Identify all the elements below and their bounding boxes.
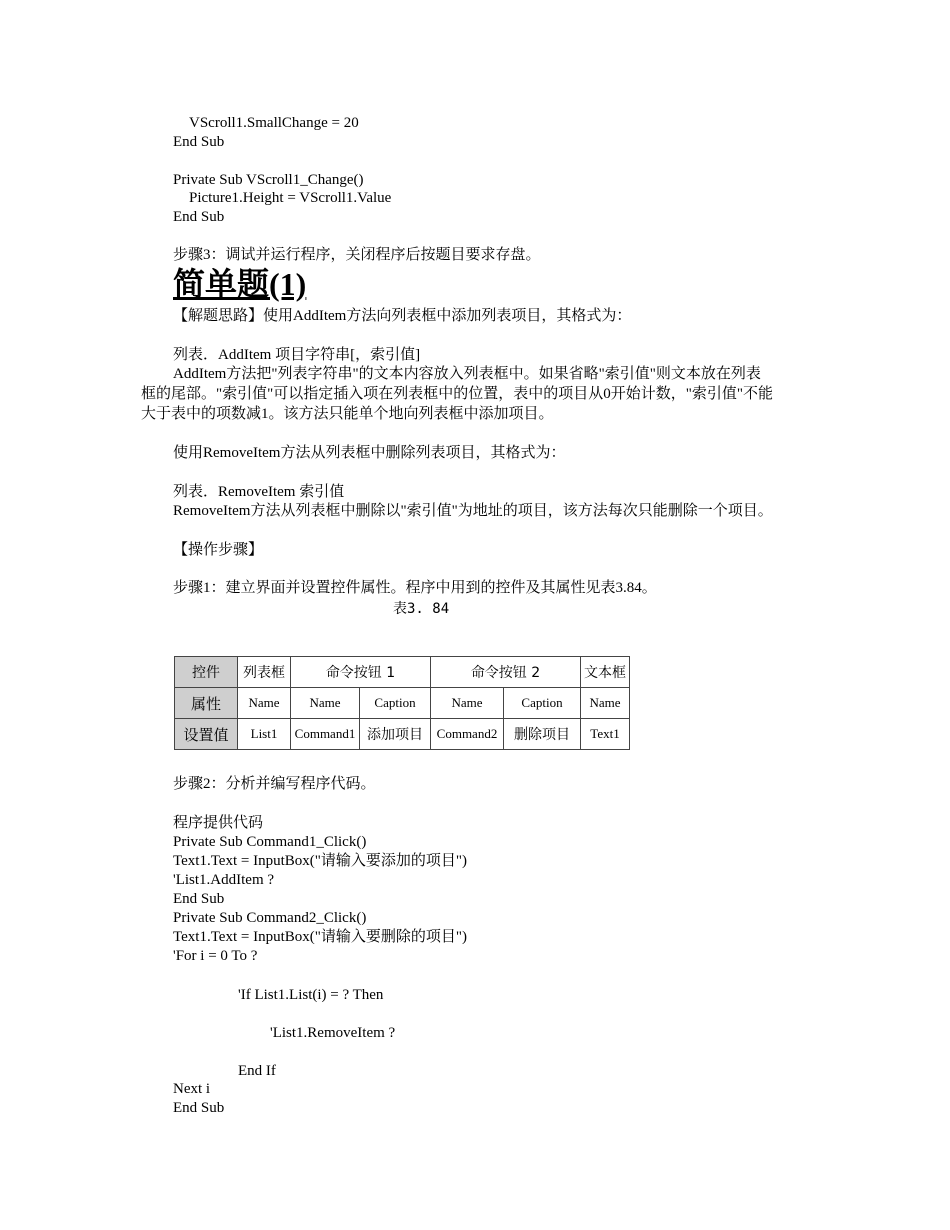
table-cell: Name <box>238 688 291 719</box>
table-cell: Text1 <box>581 719 630 750</box>
table-cell: List1 <box>238 719 291 750</box>
table-cell: Name <box>581 688 630 719</box>
section-heading: 简单题(1) <box>173 266 307 302</box>
table-cell: 控件 <box>175 657 238 688</box>
paragraph-line: 列表．AddItem 项目字符串[，索引值] <box>173 347 421 363</box>
code-line: VScroll1.SmallChange = 20 <box>189 115 359 131</box>
code-line: Private Sub Command2_Click() <box>173 910 367 926</box>
table-cell: Name <box>431 688 504 719</box>
code-line: 'If List1.List(i) = ? Then <box>238 987 384 1003</box>
table-row <box>175 688 630 719</box>
paragraph-line: 框的尾部。"索引值"可以指定插入项在列表框中的位置，表中的项目从0开始计数，"索引值"不能 <box>141 386 773 402</box>
paragraph-line: 【解题思路】使用AddItem方法向列表框中添加列表项目，其格式为： <box>173 308 632 324</box>
table-cell: 添加项目 <box>360 719 431 750</box>
table-cell: Caption <box>504 688 581 719</box>
code-line: End Sub <box>173 134 225 150</box>
code-line: Private Sub Command1_Click() <box>173 834 367 850</box>
paragraph-line: 步骤1：建立界面并设置控件属性。程序中用到的控件及其属性见表3.84。 <box>173 580 657 596</box>
table-cell: 设置值 <box>175 719 238 750</box>
code-line: 'List1.AddItem ? <box>173 872 275 888</box>
table-row <box>175 719 630 750</box>
code-line: Picture1.Height = VScroll1.Value <box>189 190 392 206</box>
paragraph-line: RemoveItem方法从列表框中删除以"索引值"为地址的项目，该方法每次只能删除一个项目。 <box>173 503 773 519</box>
code-line: End If <box>238 1063 276 1079</box>
table-cell: Caption <box>360 688 431 719</box>
code-line: End Sub <box>173 1100 225 1116</box>
table-cell: Command1 <box>291 719 360 750</box>
paragraph-line: 程序提供代码 <box>173 815 264 831</box>
table-cell: Command2 <box>431 719 504 750</box>
code-line: 'List1.RemoveItem ? <box>270 1025 396 1041</box>
paragraph-line: 列表．RemoveItem 索引值 <box>173 484 345 500</box>
step-text: 步骤2：分析并编写程序代码。 <box>173 776 376 792</box>
table-cell: 命令按钮 1 <box>291 657 431 688</box>
code-line: End Sub <box>173 209 225 225</box>
paragraph-line: 【操作步骤】 <box>173 542 264 558</box>
table-cell: Name <box>291 688 360 719</box>
table-cell: 属性 <box>175 688 238 719</box>
code-line: Text1.Text = InputBox("请输入要添加的项目") <box>173 853 467 869</box>
table-cell: 命令按钮 2 <box>431 657 581 688</box>
code-line: Next i <box>173 1081 211 1097</box>
paragraph-line: 使用RemoveItem方法从列表框中删除列表项目，其格式为： <box>173 445 566 461</box>
step-text: 步骤3：调试并运行程序，关闭程序后按题目要求存盘。 <box>173 247 541 263</box>
code-line: Private Sub VScroll1_Change() <box>173 172 364 188</box>
code-line: End Sub <box>173 891 225 907</box>
table-cell: 列表框 <box>238 657 291 688</box>
table-row <box>175 657 630 688</box>
table-cell: 删除项目 <box>504 719 581 750</box>
table-cell: 文本框 <box>581 657 630 688</box>
code-line: Text1.Text = InputBox("请输入要删除的项目") <box>173 929 467 945</box>
table-caption: 表3. 84 <box>393 601 450 617</box>
paragraph-line: AddItem方法把"列表字符串"的文本内容放入列表框中。如果省略"索引值"则文本放在列表 <box>173 366 761 382</box>
properties-table <box>174 656 630 750</box>
paragraph-line: 大于表中的项数减1。该方法只能单个地向列表框中添加项目。 <box>141 406 554 422</box>
code-line: 'For i = 0 To ? <box>173 948 258 964</box>
